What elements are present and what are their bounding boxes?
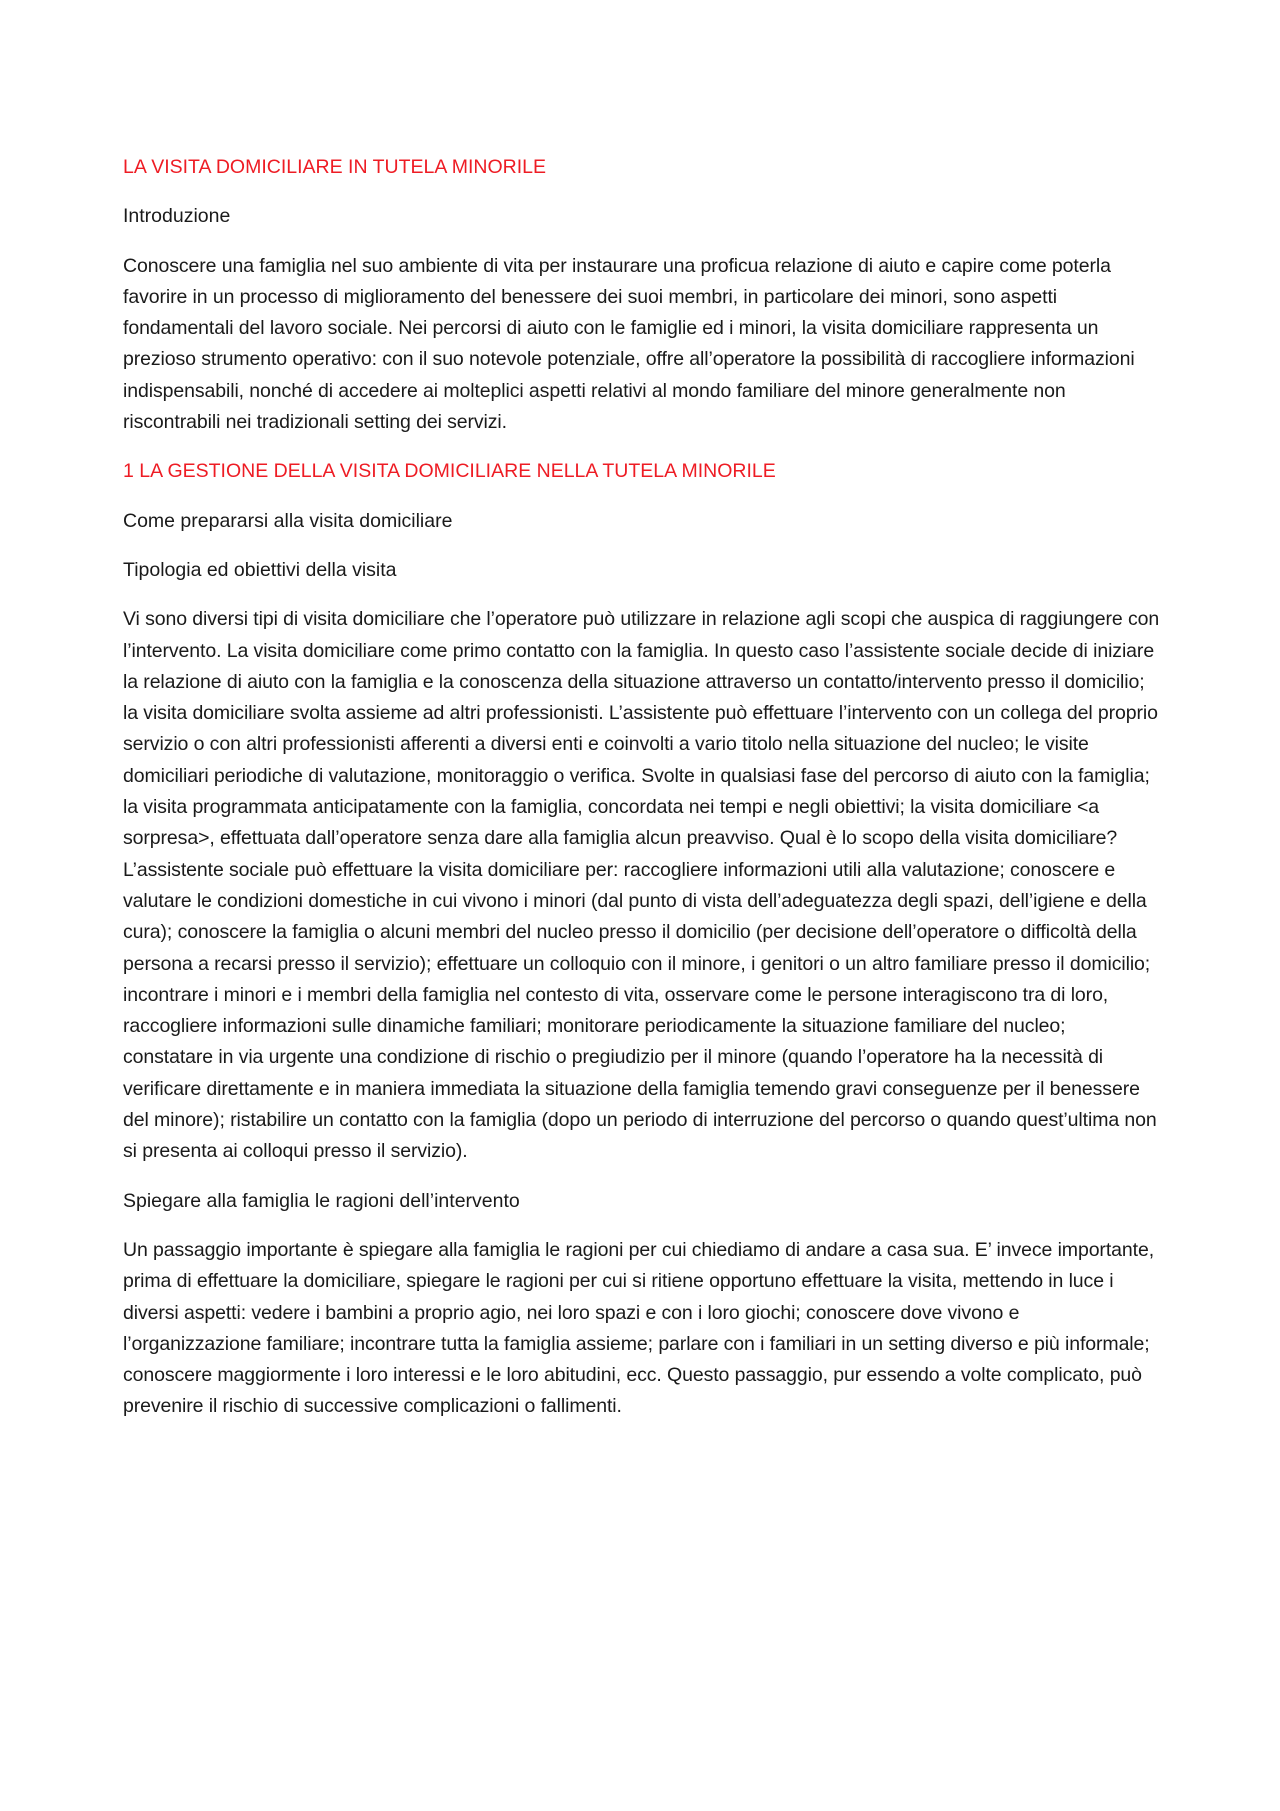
document-title: LA VISITA DOMICILIARE IN TUTELA MINORILE (123, 156, 546, 178)
section-1-subheading-types: Tipologia ed obiettivi della visita (123, 558, 397, 581)
section-1-title: 1 LA GESTIONE DELLA VISITA DOMICILIARE NELLA TUTELA MINORILE (123, 460, 776, 483)
section-1-paragraph-types: Vi sono diversi tipi di visita domiciliare che l’operatore può utilizzare in relazione agli scopi che auspica di raggiungere con l’intervento. La visita domiciliare come primo contatto con la famiglia. In questo caso l’assistente sociale decide di iniziare la relazione di aiuto con la famiglia e la conoscenza della situazione attraverso un contatto/intervento presso il domicilio; la visita domiciliare svolta assieme ad altri professionisti. L’assistente può effettuare l’intervento con un collega del proprio servizio o con altri professionisti afferenti a diversi enti e coinvolti a vario titolo nella situazione del nucleo; le visite domiciliari periodiche di valutazione, monitoraggio o verifica. Svolte in qualsiasi fase del percorso di aiuto con la famiglia; la visita programmata anticipatamente con la famiglia, concordata nei tempi e negli obiettivi; la visita domiciliare <a sorpresa>, effettuata dall’operatore senza dare alla famiglia alcun preavviso. Qual è lo scopo della visita domiciliare? L’assistente sociale può effettuare la visita domiciliare per: raccogliere informazioni utili alla valutazione; conoscere e valutare le condizioni domestiche in cui vivono i minori (dal punto di vista dell’adeguatezza degli spazi, dell’igiene e della cura); conoscere la famiglia o alcuni membri del nucleo presso il domicilio (per decisione dell’operatore o difficoltà della persona a recarsi presso il servizio); effettuare un colloquio con il minore, i genitori o un altro familiare presso il domicilio; incontrare i minori e i membri della famiglia nel contesto di vita, osservare come le persone interagiscono tra di loro, raccogliere informazioni sulle dinamiche familiari; monitorare periodicamente la situazione familiare del nucleo; constatare in via urgente una condizione di rischio o pregiudizio per il minore (quando l’operatore ha la necessità di verificare direttamente e in maniera immediata la situazione della famiglia temendo gravi conseguenze per il benessere del minore); ristabilire un contatto con la famiglia (dopo un periodo di interruzione del percorso o quando quest’ultima non si presenta ai colloqui presso il servizio). (123, 608, 1160, 1163)
section-1-subheading-reasons: Spiegare alla famiglia le ragioni dell’intervento (123, 1189, 520, 1212)
intro-heading: Introduzione (123, 205, 231, 228)
intro-paragraph: Conoscere una famiglia nel suo ambiente di vita per instaurare una proficua relazione di aiuto e capire come poterla favorire in un processo di miglioramento del benessere dei suoi membri, in particolare dei minori, sono aspetti fondamentali del lavoro sociale. Nei percorsi di aiuto con le famiglie ed i minori, la visita domiciliare rappresenta un prezioso strumento operativo: con il suo notevole potenziale, offre all’operatore la possibilità di raccogliere informazioni indispensabili, nonché di accedere ai molteplici aspetti relativi al mondo familiare del minore generalmente non riscontrabili nei tradizionali setting dei servizi. (123, 254, 1135, 434)
section-1-subheading-preparation: Come prepararsi alla visita domiciliare (123, 509, 453, 532)
section-1-paragraph-reasons: Un passaggio importante è spiegare alla famiglia le ragioni per cui chiediamo di andare a casa sua. E’ invece importante, prima di effettuare la domiciliare, spiegare le ragioni per cui si ritiene opportuno effettuare la visita, mettendo in luce i diversi aspetti: vedere i bambini a proprio agio, nei loro spazi e con i loro giochi; conoscere dove vivono e l’organizzazione familiare; incontrare tutta la famiglia assieme; parlare con i familiari in un setting diverso e più informale; conoscere maggiormente i loro interessi e le loro abitudini, ecc. Questo passaggio, pur essendo a volte complicato, può prevenire il rischio di successive complicazioni o fallimenti. (123, 1238, 1155, 1418)
